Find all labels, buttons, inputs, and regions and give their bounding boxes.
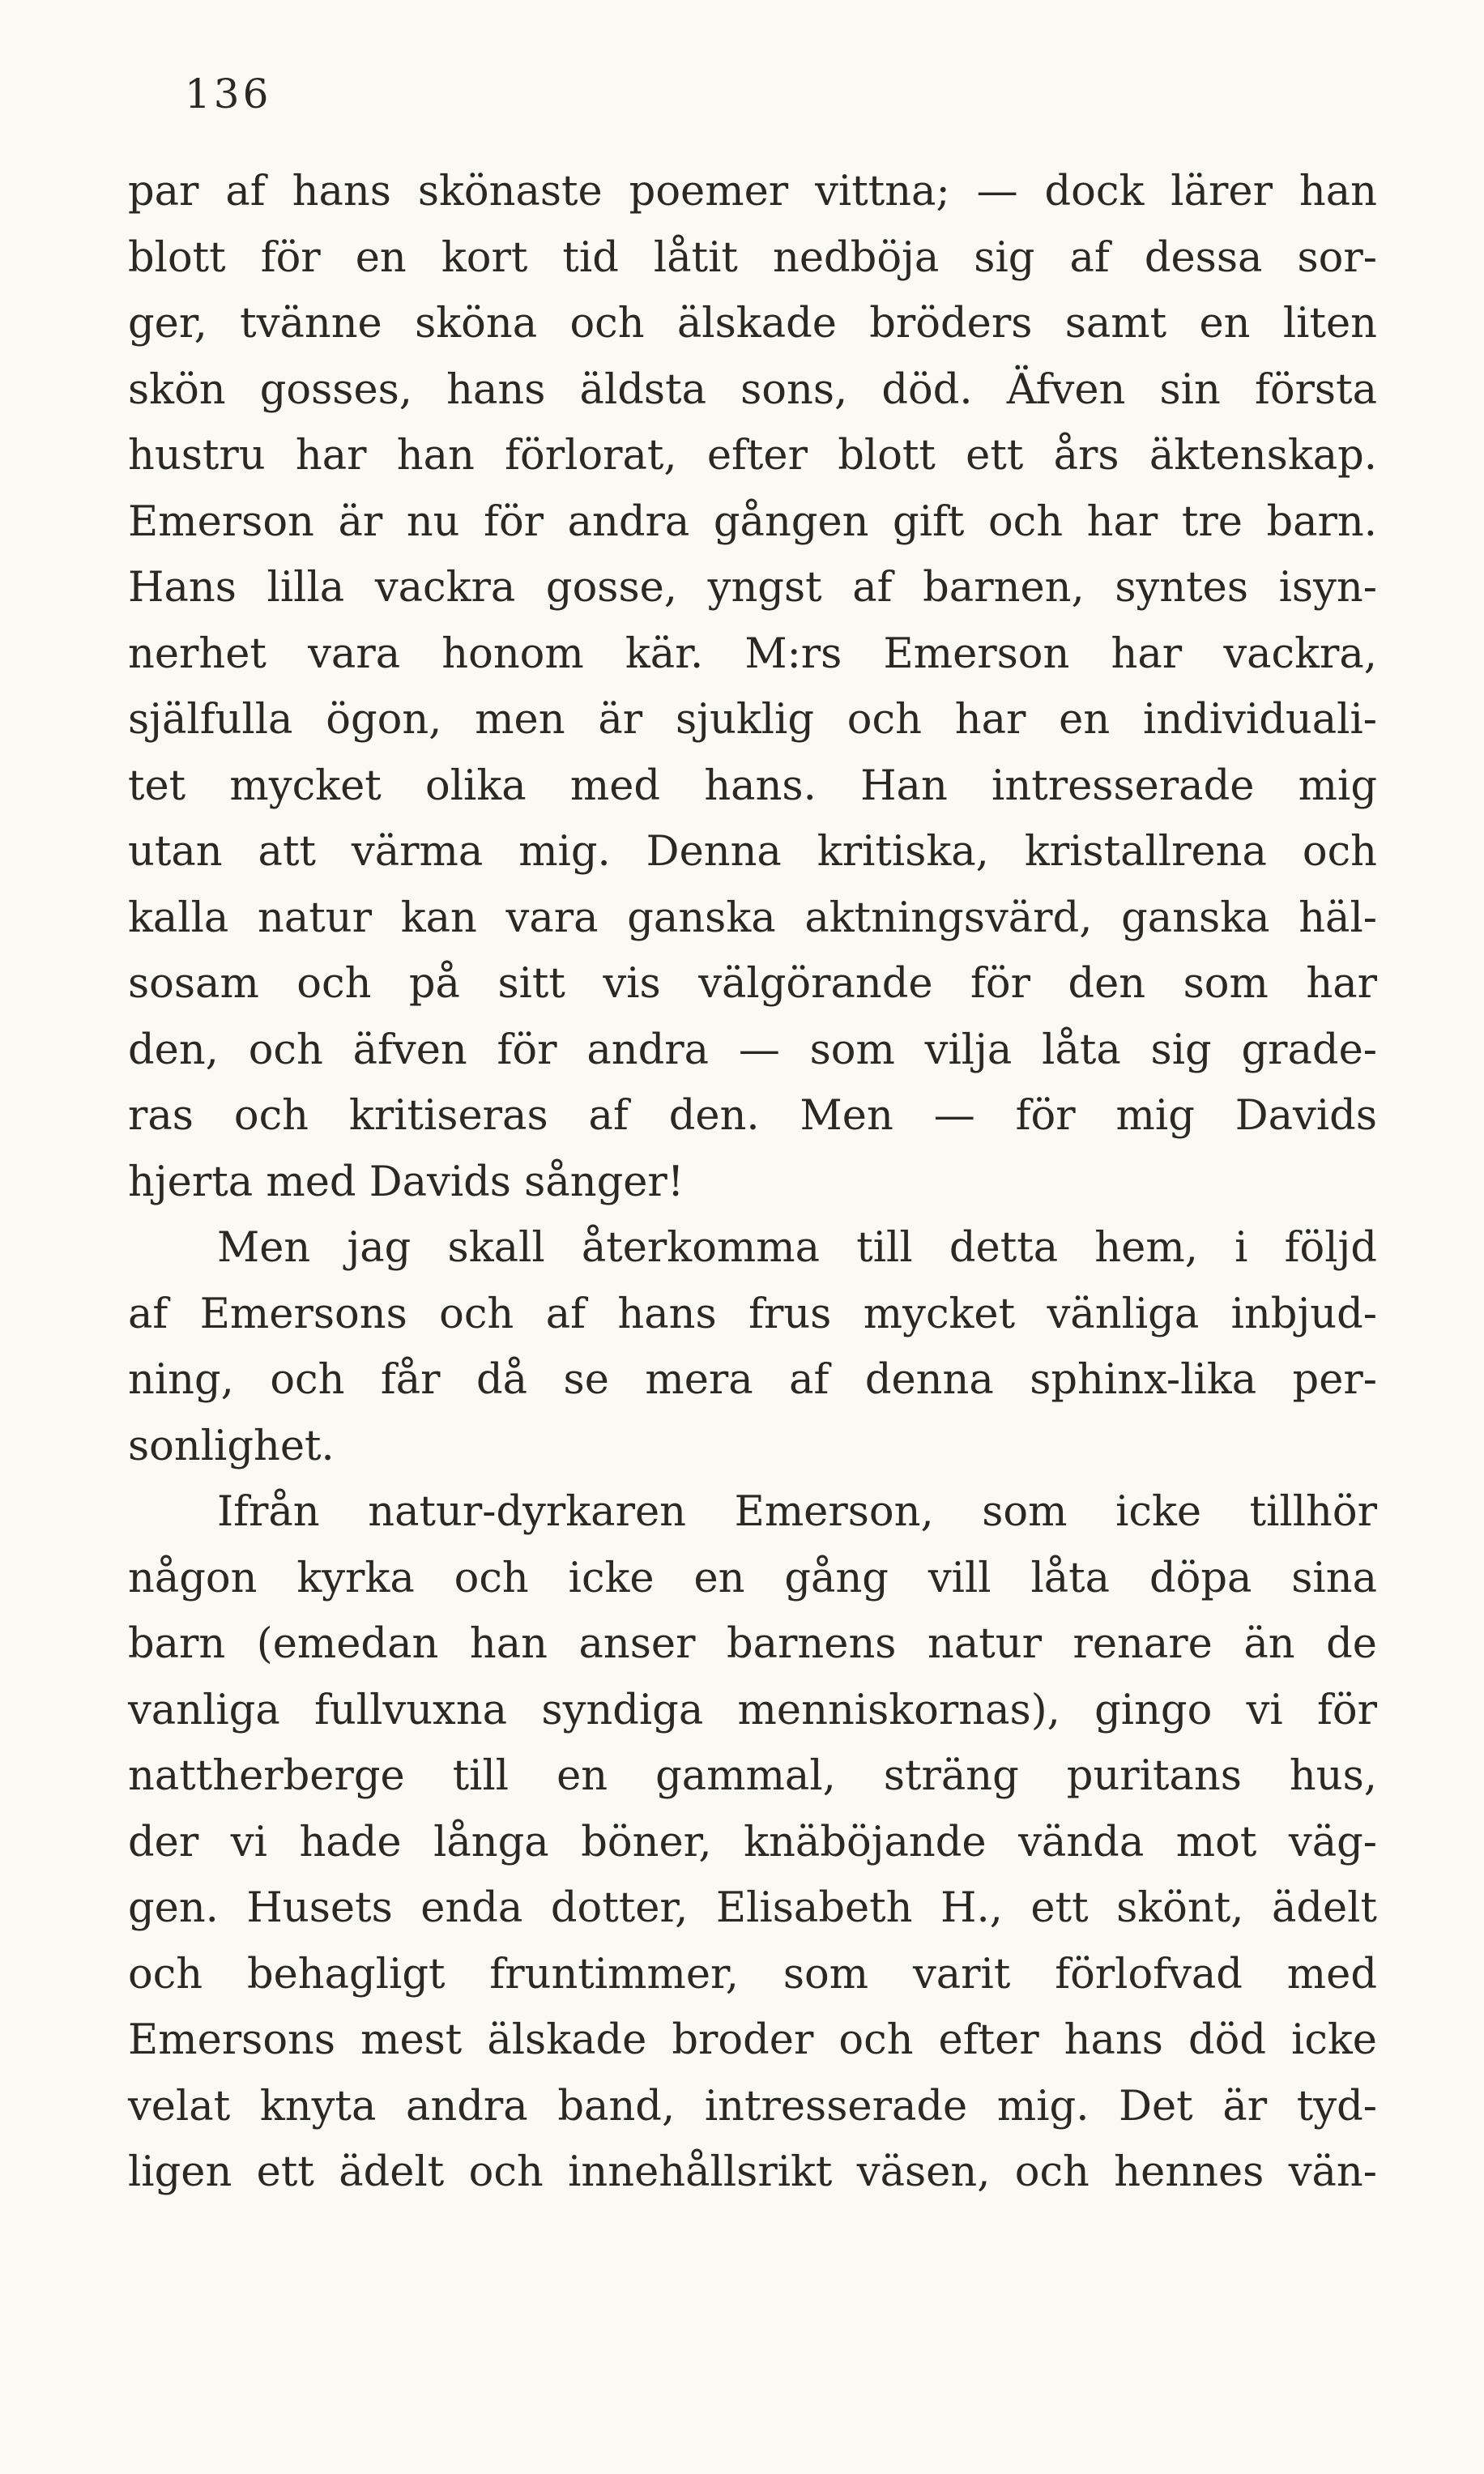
text-line: kalla natur kan vara ganska aktningsvärd, ganska häl- — [128, 894, 1377, 942]
text-line: barn (emedan han anser barnens natur renare än de — [128, 1620, 1377, 1668]
text-line: gen. Husets enda dotter, Elisabeth H., ett skönt, ädelt — [128, 1884, 1377, 1932]
text-line: hjerta med Davids sånger! — [128, 1158, 684, 1206]
text-line: par af hans skönaste poemer vittna; — dock lärer han — [128, 168, 1377, 215]
text-line: Ifrån natur-dyrkaren Emerson, som icke tillhör — [217, 1488, 1377, 1536]
text-line: blott för en kort tid låtit nedböja sig af dessa sor- — [128, 233, 1377, 282]
text-line: nattherberge till en gammal, sträng puritans hus, — [128, 1752, 1377, 1800]
text-line: ger, tvänne sköna och älskade bröders samt en liten — [128, 300, 1377, 348]
text-line: ligen ett ädelt och innehållsrikt väsen, och hennes vän- — [128, 2148, 1377, 2196]
text-line: Emerson är nu för andra gången gift och har tre barn. — [128, 497, 1377, 546]
text-line: den, och äfven för andra — som vilja låta sig grade- — [128, 1026, 1377, 1074]
text-line: velat knyta andra band, intresserade mig. Det är tyd- — [128, 2082, 1377, 2131]
text-line: utan att värma mig. Denna kritiska, kristallrena och — [128, 828, 1377, 876]
text-line: sosam och på sitt vis välgörande för den som har — [128, 960, 1377, 1008]
text-line: vanliga fullvuxna syndiga menniskornas), gingo vi för — [128, 1686, 1377, 1734]
text-line: Hans lilla vackra gosse, yngst af barnen, syntes isyn- — [128, 564, 1377, 612]
page-number: 136 — [185, 70, 272, 117]
text-line: Emersons mest älskade broder och efter hans död icke — [128, 2016, 1377, 2064]
text-line: nerhet vara honom kär. M:rs Emerson har vackra, — [128, 629, 1377, 678]
text-line: af Emersons och af hans frus mycket vänliga inbjud- — [128, 1290, 1377, 1338]
body-text — [128, 159, 1377, 2206]
text-line: tet mycket olika med hans. Han intresserade mig — [128, 761, 1377, 810]
text-line: sonlighet. — [128, 1422, 335, 1470]
text-line: själfulla ögon, men är sjuklig och har en individuali- — [128, 696, 1377, 744]
text-line: Men jag skall återkomma till detta hem, i följd — [217, 1224, 1377, 1272]
text-line: skön gosses, hans äldsta sons, död. Äfven sin första — [128, 365, 1377, 414]
text-line: der vi hade långa böner, knäböjande vända mot väg- — [128, 1818, 1377, 1866]
text-line: ras och kritiseras af den. Men — för mig Davids — [128, 1092, 1377, 1140]
text-line: hustru har han förlorat, efter blott ett års äktenskap. — [128, 432, 1377, 480]
text-line: och behagligt fruntimmer, som varit förlofvad med — [128, 1950, 1377, 1998]
text-line: någon kyrka och icke en gång vill låta döpa sina — [128, 1554, 1377, 1602]
text-line: ning, och får då se mera af denna sphinx-lika per- — [128, 1356, 1377, 1404]
